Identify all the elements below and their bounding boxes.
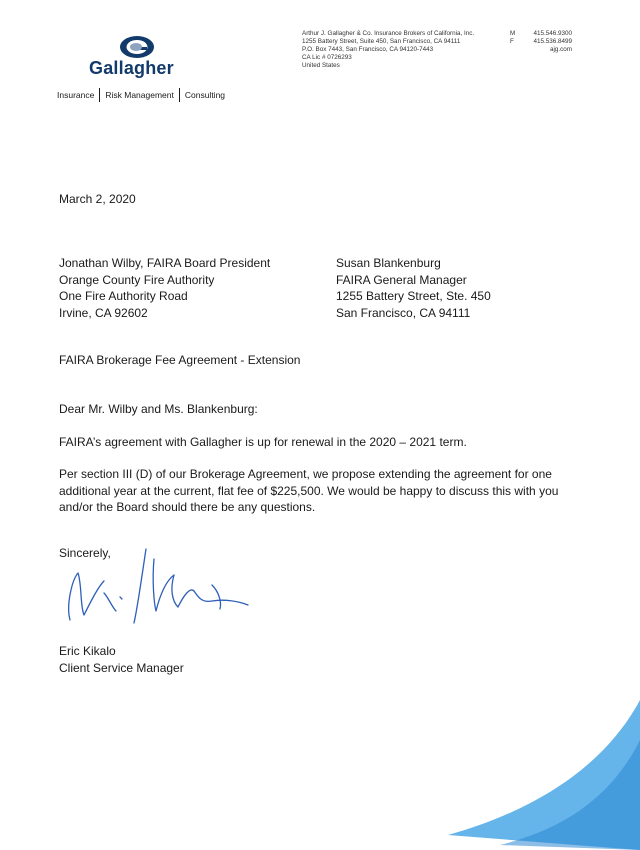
tagline-consulting: Consulting [184, 90, 226, 100]
brand-name: Gallagher [89, 58, 174, 78]
recipient-right-address [336, 255, 491, 321]
letter-subject: FAIRA Brokerage Fee Agreement - Extension [59, 353, 301, 367]
tagline-divider [99, 88, 100, 102]
fax-number: 415.536.8499 [533, 38, 572, 46]
recipient-left-line: One Fire Authority Road [59, 289, 188, 303]
recipient-right-line: 1255 Battery Street, Ste. 450 [336, 289, 491, 303]
recipient-left-line: Jonathan Wilby, FAIRA Board President [59, 256, 271, 270]
tagline-insurance: Insurance [57, 90, 95, 100]
company-line: P.O. Box 7443, San Francisco, CA 94120-7443 [302, 46, 434, 54]
recipient-right-line: Susan Blankenburg [336, 256, 441, 270]
contact-block [510, 30, 572, 54]
letter-salutation: Dear Mr. Wilby and Ms. Blankenburg: [59, 402, 258, 416]
brand-tagline [57, 88, 225, 102]
website-link[interactable]: ajg.com [549, 46, 572, 54]
phone-row [510, 30, 572, 38]
fax-label: F [510, 38, 514, 46]
body-paragraph-1: FAIRA’s agreement with Gallagher is up for renewal in the 2020 – 2021 term. [59, 435, 467, 449]
body-paragraph-2: Per section III (D) of our Brokerage Agreement, we propose extending the agreement for one additional year at the current, flat fee of $225,500. We would be happy to discuss this with you and/or the Board should there be any questions. [59, 467, 559, 514]
company-address-block [302, 30, 474, 70]
recipient-left-line: Orange County Fire Authority [59, 272, 215, 287]
signer-name: Eric Kikalo [59, 644, 116, 658]
company-line: 1255 Battery Street, Suite 450, San Francisco, CA 94111 [302, 38, 461, 46]
recipient-left-line: Irvine, CA 92602 [59, 305, 148, 320]
gallagher-logo-icon [119, 35, 155, 59]
letter-closing: Sincerely, [59, 546, 111, 560]
company-line: United States [302, 62, 340, 70]
handwritten-signature [62, 545, 252, 635]
company-line: Arthur J. Gallagher & Co. Insurance Brokers of California, Inc. [302, 30, 475, 37]
company-line: CA Lic # 0726293 [302, 54, 352, 62]
tagline-divider [179, 88, 180, 102]
recipient-left-address [59, 255, 270, 321]
recipient-right-line: FAIRA General Manager [336, 272, 467, 287]
phone-label: M [510, 30, 516, 37]
recipient-right-line: San Francisco, CA 94111 [336, 305, 471, 320]
fax-row [510, 38, 572, 46]
letter-date: March 2, 2020 [59, 192, 136, 206]
signer-title: Client Service Manager [59, 660, 184, 675]
tagline-risk-management: Risk Management [105, 90, 174, 100]
phone-number: 415.546.9300 [533, 30, 572, 37]
signer-block [59, 643, 184, 676]
